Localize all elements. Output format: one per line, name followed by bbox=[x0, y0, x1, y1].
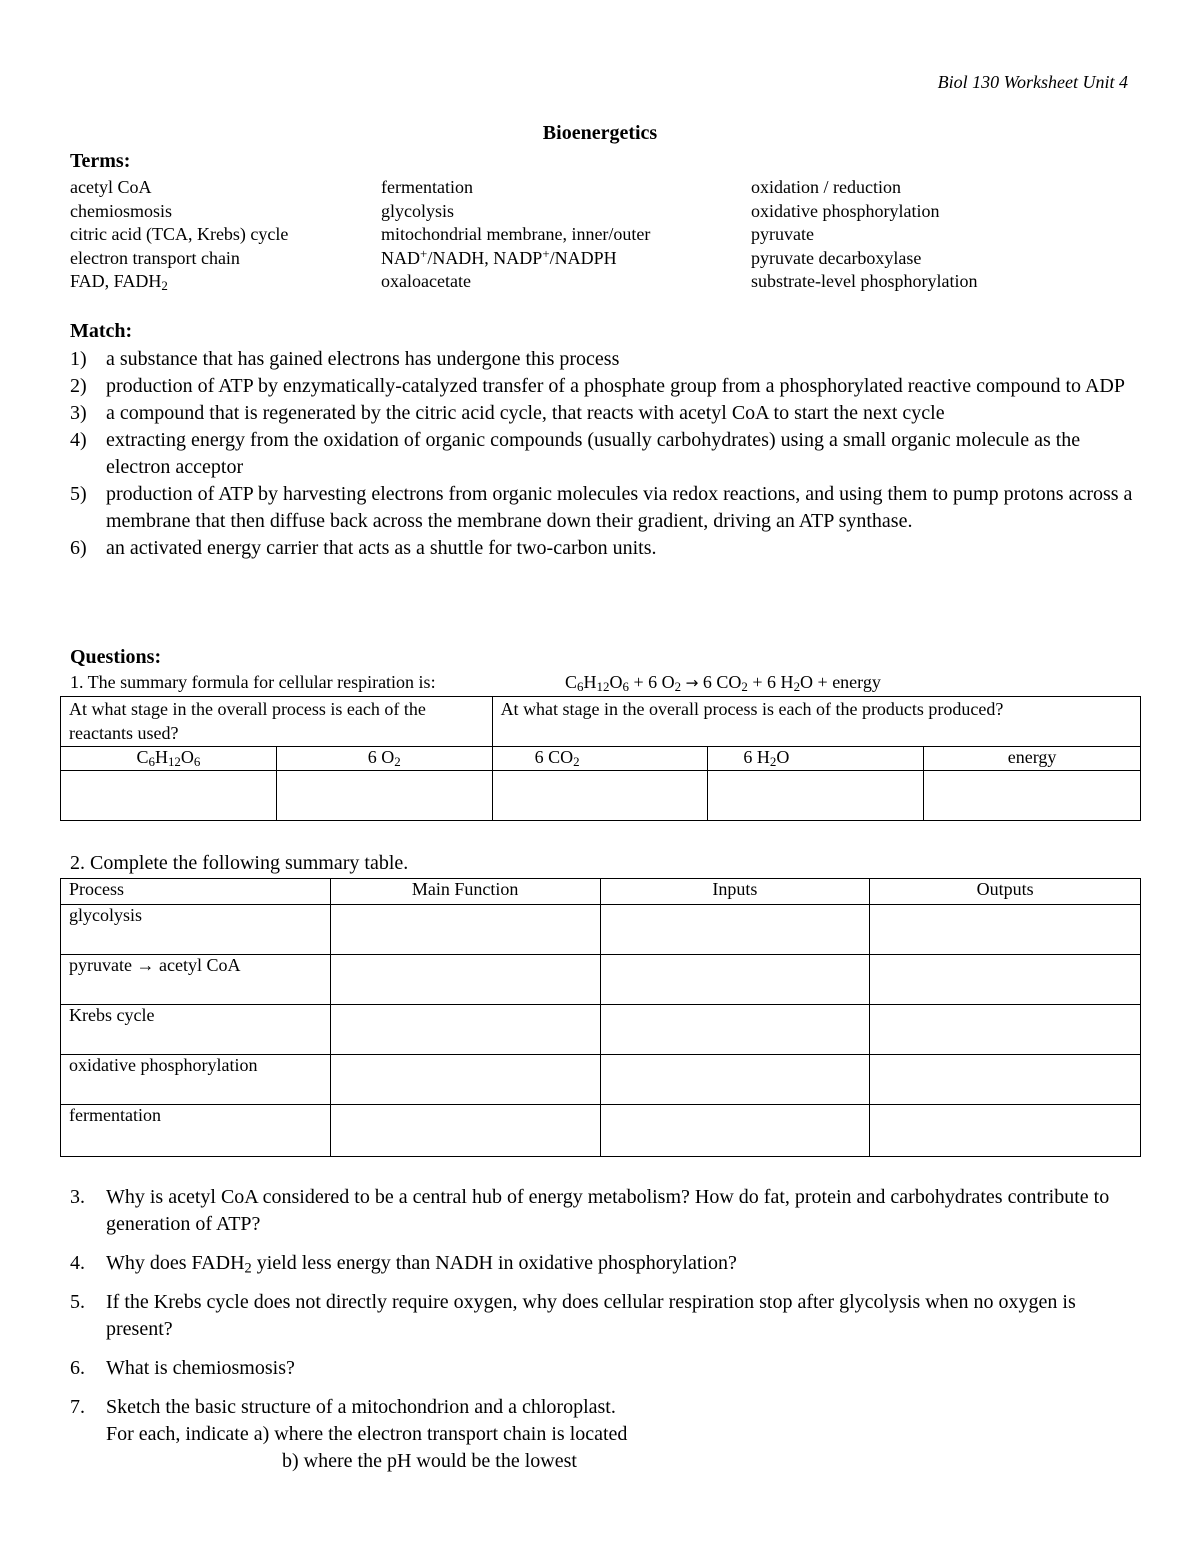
term: pyruvate decarboxylase bbox=[751, 247, 922, 268]
answer-cell[interactable] bbox=[870, 1055, 1141, 1105]
column-water: 6 $H_2O$ bbox=[708, 747, 924, 771]
question-item: 6. What is chemiosmosis? bbox=[70, 1357, 295, 1379]
header-main-function: Main Function bbox=[330, 879, 600, 905]
answer-cell[interactable] bbox=[870, 955, 1141, 1005]
worksheet-header: Biol 130 Worksheet Unit 4 bbox=[937, 72, 1128, 92]
answer-cell[interactable] bbox=[330, 1105, 600, 1157]
process-oxidative-phosphorylation: oxidative phosphorylation bbox=[61, 1055, 331, 1105]
question-1-text: 1. The summary formula for cellular respiration is: bbox=[70, 672, 436, 692]
term: electron transport chain bbox=[70, 247, 240, 268]
answer-cell[interactable] bbox=[870, 1005, 1141, 1055]
answer-cell[interactable] bbox=[924, 771, 1141, 821]
terms-column-3 bbox=[751, 176, 977, 294]
answer-cell[interactable] bbox=[708, 771, 924, 821]
products-header: At what stage in the overall process is each of the products produced? bbox=[492, 697, 1140, 747]
question-item: 3. Why is acetyl CoA considered to be a central hub of energy metabolism? How do fat, protein and carbohydrates contribute to generation of ATP? bbox=[70, 1186, 1110, 1235]
respiration-formula: $C_6H_{12}O_6 + 6$ $O_2 \to 6$ $CO_2 + 6$ $H_2O$ + energy bbox=[565, 672, 881, 695]
later-questions-list bbox=[70, 1184, 1140, 1475]
term: pyruvate bbox=[751, 224, 814, 244]
term: oxidative phosphorylation bbox=[751, 200, 940, 221]
question-7-line-3: b) where the pH would be the lowest bbox=[282, 1450, 577, 1472]
question-item: 5. If the Krebs cycle does not directly require oxygen, why does cellular respiration stop after glycolysis when no oxygen is present? bbox=[70, 1291, 1076, 1340]
match-heading: Match: bbox=[70, 320, 133, 342]
answer-cell[interactable] bbox=[276, 771, 492, 821]
answer-cell[interactable] bbox=[870, 1105, 1141, 1157]
answer-cell[interactable] bbox=[600, 955, 870, 1005]
term: citric acid (TCA, Krebs) cycle bbox=[70, 224, 289, 244]
page-title: Bioenergetics bbox=[542, 122, 658, 144]
term: oxidation / reduction bbox=[751, 177, 901, 197]
term: acetyl CoA bbox=[70, 177, 152, 197]
column-oxygen: 6 $O_2$ bbox=[276, 747, 492, 771]
process-krebs-cycle: Krebs cycle bbox=[61, 1005, 331, 1055]
answer-cell[interactable] bbox=[61, 771, 277, 821]
terms-heading: Terms: bbox=[70, 150, 131, 172]
answer-cell[interactable] bbox=[330, 1005, 600, 1055]
match-item: 4) extracting energy from the oxidation of organic compounds (usually carbohydrates) using a small organic molecule as the electron acceptor bbox=[70, 429, 1081, 478]
answer-cell[interactable] bbox=[600, 905, 870, 955]
term: glycolysis bbox=[381, 200, 455, 221]
answer-cell[interactable] bbox=[330, 955, 600, 1005]
summary-table bbox=[60, 878, 1141, 1157]
term: mitochondrial membrane, inner/outer bbox=[381, 224, 651, 244]
term: FAD, $FADH_2$ bbox=[70, 271, 168, 294]
answer-cell[interactable] bbox=[492, 771, 708, 821]
match-list bbox=[70, 346, 1140, 562]
match-item: 3) a compound that is regenerated by the citric acid cycle, that reacts with acetyl CoA to start the next cycle bbox=[70, 402, 945, 424]
process-fermentation: fermentation bbox=[61, 1105, 331, 1157]
question-item: 7. Sketch the basic structure of a mitochondrion and a chloroplast. bbox=[70, 1396, 616, 1418]
header-outputs: Outputs bbox=[870, 879, 1141, 905]
process-glycolysis: glycolysis bbox=[61, 905, 331, 955]
term: chemiosmosis bbox=[70, 200, 172, 221]
reactants-header: At what stage in the overall process is each of the reactants used? bbox=[61, 697, 493, 747]
answer-cell[interactable] bbox=[330, 1055, 600, 1105]
header-process: Process bbox=[61, 879, 331, 905]
match-item: 1) a substance that has gained electrons has undergone this process bbox=[70, 348, 620, 370]
answer-cell[interactable] bbox=[600, 1005, 870, 1055]
question-7-line-2: For each, indicate a) where the electron transport chain is located bbox=[106, 1423, 628, 1445]
answer-cell[interactable] bbox=[600, 1105, 870, 1157]
answer-cell[interactable] bbox=[870, 905, 1141, 955]
question-2-text: 2. Complete the following summary table. bbox=[70, 852, 409, 874]
header-inputs: Inputs bbox=[600, 879, 870, 905]
terms-column-2 bbox=[381, 176, 650, 294]
questions-heading: Questions: bbox=[70, 646, 162, 668]
process-pyruvate-to-acetyl-coa: pyruvate → acetyl CoA bbox=[61, 955, 331, 1005]
term: fermentation bbox=[381, 177, 473, 197]
match-item: 5) production of ATP by harvesting electrons from organic molecules via redox reactions, and using them to pump protons across a membrane that then diffuse back across the membrane down their gradient, driving an ATP synthase. bbox=[70, 483, 1133, 532]
match-item: 6) an activated energy carrier that acts as a shuttle for two-carbon units. bbox=[70, 537, 657, 559]
terms-column-1 bbox=[70, 176, 288, 294]
answer-cell[interactable] bbox=[330, 905, 600, 955]
column-carbon-dioxide: 6 $CO_2$ bbox=[492, 747, 708, 771]
answer-cell[interactable] bbox=[600, 1055, 870, 1105]
column-energy: energy bbox=[924, 747, 1141, 771]
column-glucose: $C_6H_{12}O_6$ bbox=[61, 747, 277, 771]
term: substrate-level phosphorylation bbox=[751, 271, 978, 291]
respiration-stage-table bbox=[60, 696, 1141, 821]
term: oxaloacetate bbox=[381, 271, 471, 291]
question-item: 4. Why does $FADH_2$ yield less energy than NADH in oxidative phosphorylation? bbox=[70, 1252, 737, 1277]
match-item: 2) production of ATP by enzymatically-catalyzed transfer of a phosphate group from a phosphorylated reactive compound to ADP bbox=[70, 375, 1125, 397]
term: NAD+/NADH, NADP+/NADPH bbox=[381, 245, 617, 268]
